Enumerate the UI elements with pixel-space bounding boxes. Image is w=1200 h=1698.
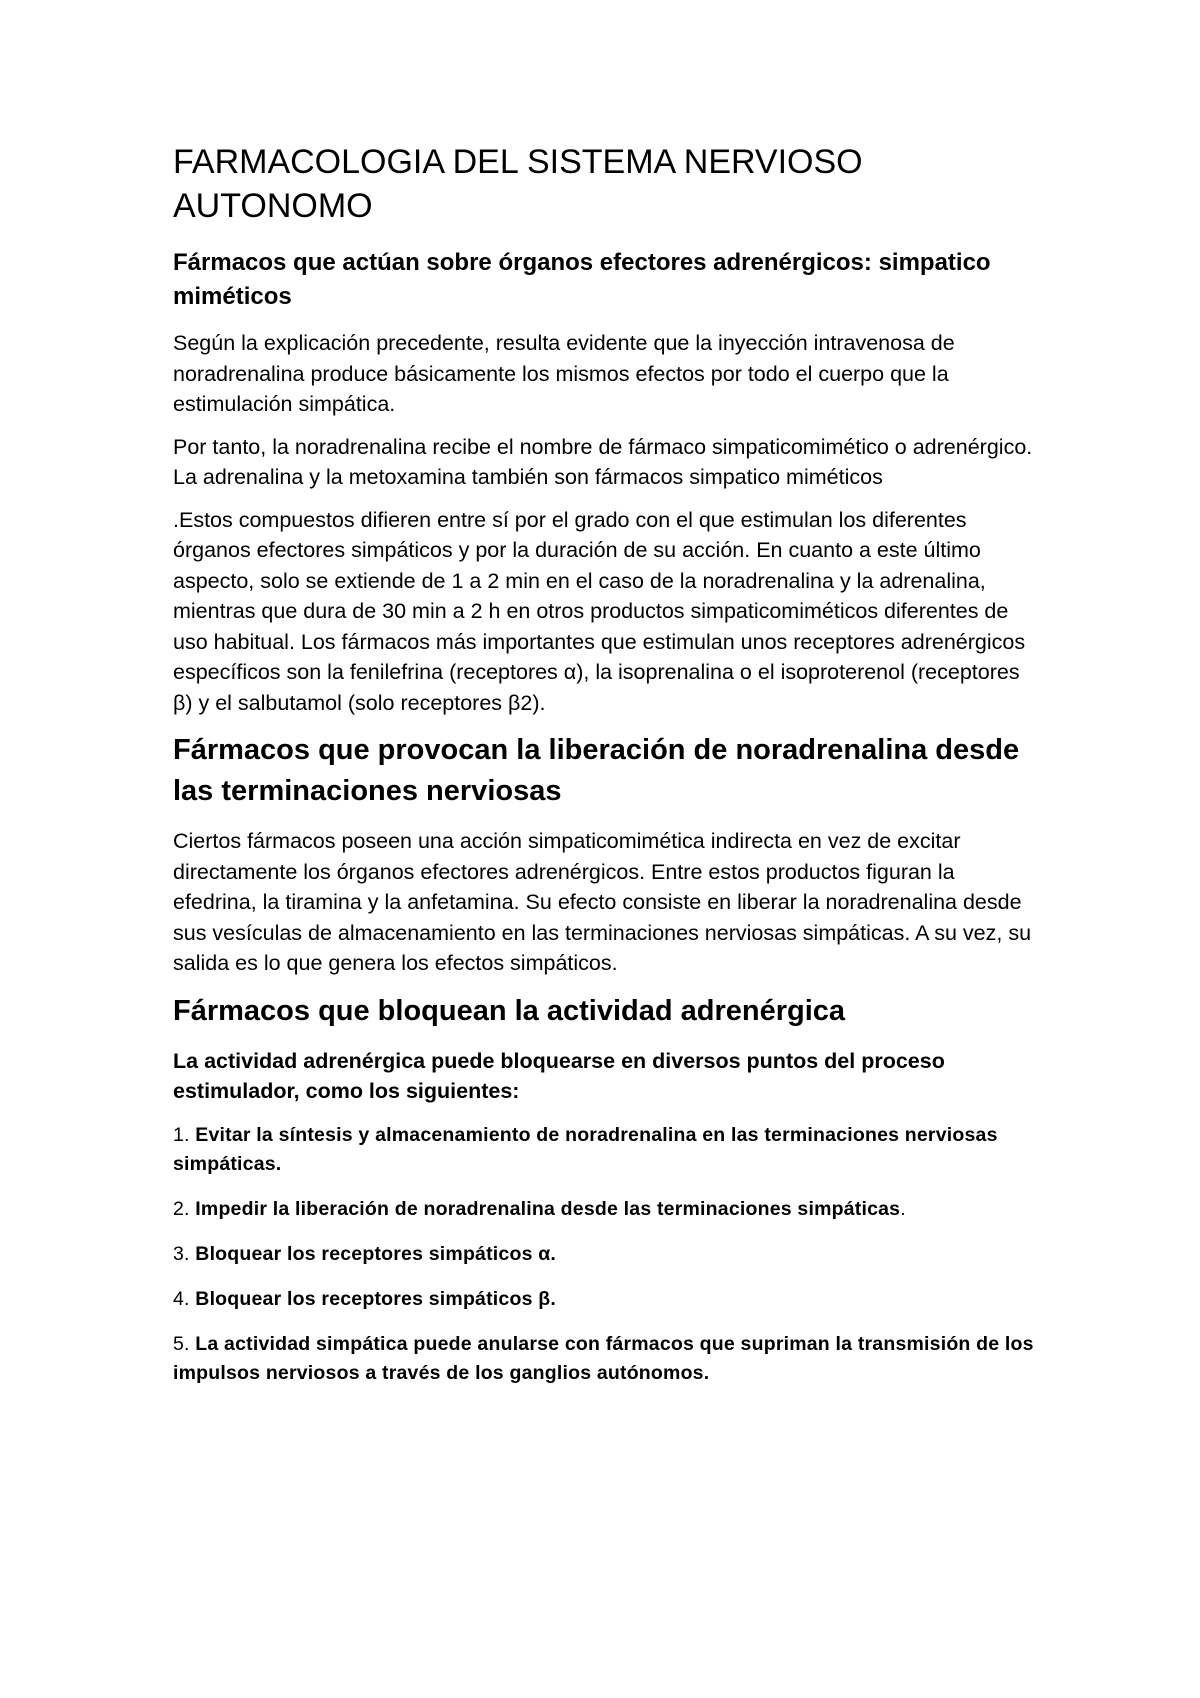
list-item <box>173 1240 1043 1269</box>
paragraph: Según la explicación precedente, resulta evidente que la inyección intravenosa de noradrenalina produce básicamente los mismos efectos por todo el cuerpo que la estimulación simpática. <box>173 331 955 416</box>
list-item <box>173 1285 1043 1314</box>
section-heading-bloqueo: Fármacos que bloquean la actividad adrenérgica <box>173 994 846 1027</box>
paragraph: Ciertos fármacos poseen una acción simpaticomimética indirecta en vez de excitar directamente los órganos efectores adrenérgicos. Entre estos productos figuran la efedrina, la tiramina y la anfetamina. Su efecto consiste en liberar la noradrenalina desde sus vesículas de almacenamiento en las terminaciones nerviosas simpáticas. A su vez, su salida es lo que genera los efectos simpáticos. <box>173 829 1032 975</box>
list-item-text: Impedir la liberación de noradrenalina desde las terminaciones simpáticas <box>195 1197 901 1220</box>
list-item-text: Bloquear los receptores simpáticos α. <box>195 1242 557 1265</box>
paragraph: .Estos compuestos difieren entre sí por el grado con el que estimulan los diferentes órganos efectores simpáticos y por la duración de su acción. En cuanto a este último aspecto, solo se extiende de 1 a 2 min en el caso de la noradrenalina y la adrenalina, mientras que dura de 30 min a 2 h en otros productos simpaticomiméticos diferentes de uso habitual. Los fármacos más importantes que estimulan unos receptores adrenérgicos específicos son la fenilefrina (receptores α), la isoprenalina o el isoproterenol (receptores β) y el salbutamol (solo receptores β2). <box>173 507 1026 715</box>
list-item-text: La actividad simpática puede anularse con fármacos que supriman la transmisión de los impulsos nerviosos a través de los ganglios autónomos. <box>173 1332 1034 1384</box>
paragraph: Por tanto, la noradrenalina recibe el nombre de fármaco simpaticomimético o adrenérgico. La adrenalina y la metoxamina también son fármacos simpatico miméticos <box>173 434 1033 489</box>
list-item <box>173 1195 1043 1224</box>
list-item-number: 4. <box>173 1287 196 1310</box>
list-item-number: 2. <box>173 1197 196 1220</box>
list-item-number: 1. <box>173 1123 196 1146</box>
document-page <box>173 140 1043 1404</box>
list-item <box>173 1121 1043 1179</box>
list-item-tail: . <box>900 1197 906 1220</box>
list-item <box>173 1330 1043 1388</box>
section-heading-simpaticomimeticos: Fármacos que actúan sobre órganos efectores adrenérgicos: simpatico miméticos <box>173 249 991 310</box>
section-heading-liberacion: Fármacos que provocan la liberación de noradrenalina desde las terminaciones nerviosas <box>173 734 1020 807</box>
list-item-number: 3. <box>173 1242 196 1265</box>
list-item-text: Evitar la síntesis y almacenamiento de noradrenalina en las terminaciones nerviosas simpáticas. <box>173 1123 998 1175</box>
section-lead: La actividad adrenérgica puede bloquearse en diversos puntos del proceso estimulador, como los siguientes: <box>173 1048 945 1103</box>
document-title: FARMACOLOGIA DEL SISTEMA NERVIOSO AUTONOMO <box>173 143 863 225</box>
list-item-number: 5. <box>173 1332 196 1355</box>
list-item-text: Bloquear los receptores simpáticos β. <box>195 1287 556 1310</box>
